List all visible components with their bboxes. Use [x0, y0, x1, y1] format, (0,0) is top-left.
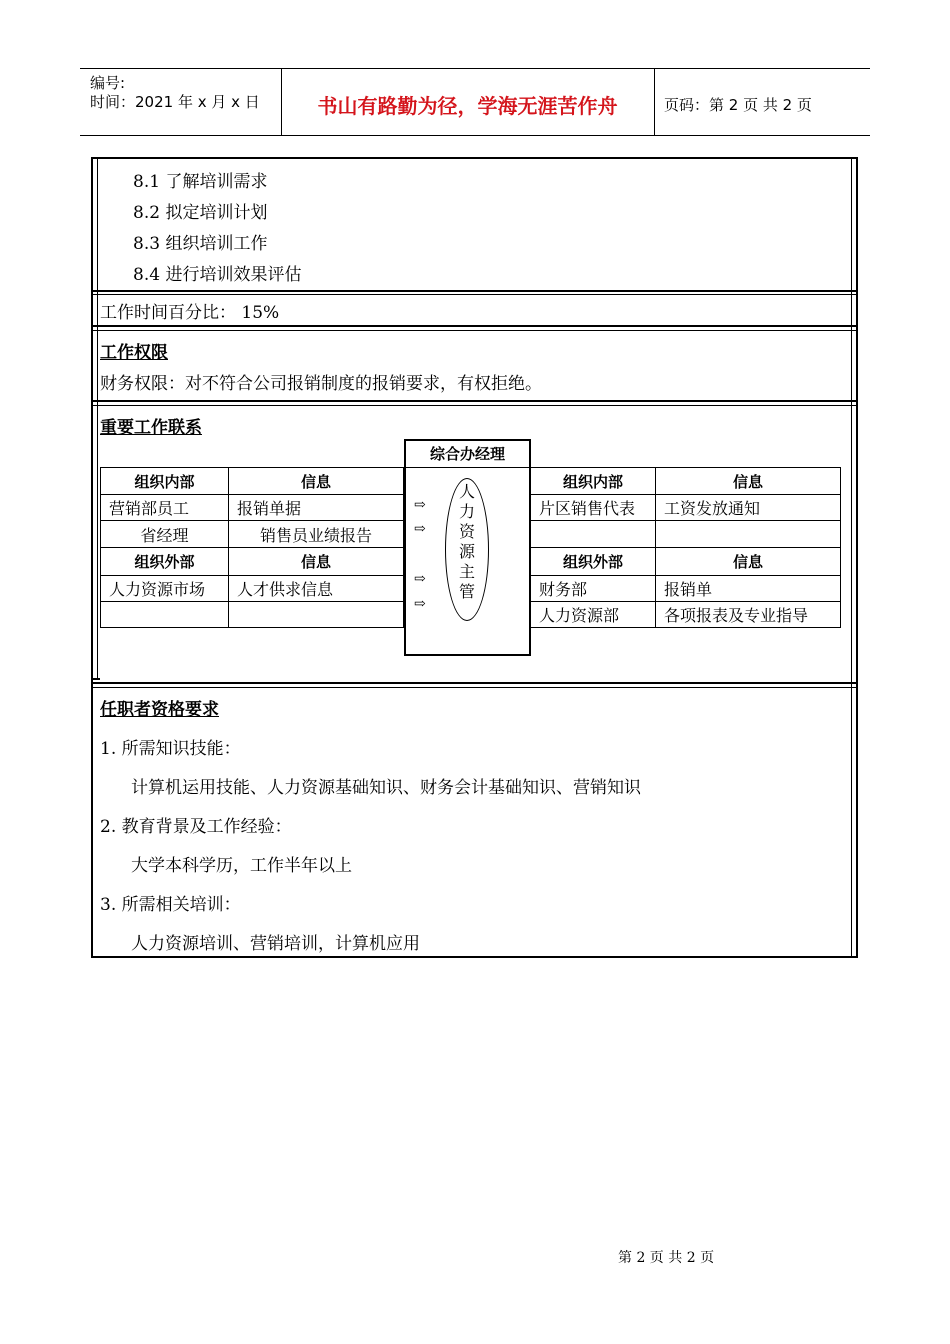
table-cell: 人才供求信息 — [228, 575, 404, 602]
table-cell — [100, 601, 229, 628]
time-percent: 工作时间百分比： 15% — [100, 303, 280, 323]
right-external-header-info: 信息 — [655, 547, 841, 576]
table-cell — [655, 520, 841, 548]
section-divider — [93, 290, 856, 292]
frame-inner-right — [851, 157, 852, 958]
duty-item: 8.2 拟定培训计划 — [133, 203, 268, 223]
header-top-rule — [80, 68, 870, 69]
center-title: 综合办经理 — [406, 440, 529, 468]
header-divider-left — [281, 68, 282, 135]
right-internal-header-info: 信息 — [655, 467, 841, 495]
section-divider — [93, 400, 856, 402]
right-external-header-org: 组织外部 — [530, 547, 656, 576]
frame-mark — [93, 678, 100, 680]
section-divider — [93, 682, 856, 684]
left-internal-header-info: 信息 — [228, 467, 404, 495]
left-internal-header-org: 组织内部 — [100, 467, 229, 495]
section-divider — [93, 687, 856, 688]
right-internal-header-org: 组织内部 — [530, 467, 656, 495]
duty-item: 8.3 组织培训工作 — [133, 234, 268, 254]
qualification-label: 2. 教育背景及工作经验： — [100, 817, 292, 837]
table-cell: 销售员业绩报告 — [228, 520, 404, 548]
qualification-detail: 大学本科学历，工作半年以上 — [131, 856, 352, 876]
header-motto: 书山有路勤为径，学海无涯苦作舟 — [317, 94, 618, 118]
header-divider-right — [654, 68, 655, 135]
relations-title: 重要工作联系 — [100, 418, 202, 438]
table-cell: 省经理 — [100, 520, 229, 548]
center-role: 人 力 资 源 主 管 — [458, 482, 475, 601]
arrow-right-icon: ⇨ — [414, 521, 426, 537]
header-bottom-rule — [80, 135, 870, 136]
section-divider — [93, 405, 856, 406]
table-cell: 工资发放通知 — [655, 494, 841, 521]
header-number: 编号: — [90, 74, 126, 92]
authority-title: 工作权限 — [100, 343, 168, 363]
header-time: 时间：2021 年 x 月 x 日 — [90, 93, 260, 111]
table-cell — [530, 520, 656, 548]
table-cell: 报销单 — [655, 575, 841, 602]
qualifications-title: 任职者资格要求 — [100, 700, 219, 720]
frame-corner-mark: - — [91, 153, 95, 164]
table-cell — [228, 601, 404, 628]
table-cell: 片区销售代表 — [530, 494, 656, 521]
duty-item: 8.1 了解培训需求 — [133, 172, 268, 192]
left-external-header-org: 组织外部 — [100, 547, 229, 576]
table-cell: 报销单据 — [228, 494, 404, 521]
authority-text: 财务权限：对不符合公司报销制度的报销要求，有权拒绝。 — [100, 374, 542, 394]
footer-page: 第 2 页 共 2 页 — [618, 1250, 715, 1266]
table-cell: 营销部员工 — [100, 494, 229, 521]
header-page: 页码：第 2 页 共 2 页 — [664, 96, 812, 114]
qualification-label: 1. 所需知识技能： — [100, 739, 241, 759]
table-cell: 财务部 — [530, 575, 656, 602]
qualification-detail: 人力资源培训、营销培训，计算机应用 — [131, 934, 420, 954]
duty-item: 8.4 进行培训效果评估 — [133, 265, 302, 285]
left-external-header-info: 信息 — [228, 547, 404, 576]
table-cell: 人力资源市场 — [100, 575, 229, 602]
table-cell: 各项报表及专业指导 — [655, 601, 841, 628]
arrow-right-icon: ⇨ — [414, 497, 426, 513]
section-divider — [93, 325, 856, 327]
frame-inner-left — [97, 157, 98, 680]
table-cell: 人力资源部 — [530, 601, 656, 628]
arrow-right-icon: ⇨ — [414, 596, 426, 612]
qualification-detail: 计算机运用技能、人力资源基础知识、财务会计基础知识、营销知识 — [131, 778, 641, 798]
qualification-label: 3. 所需相关培训： — [100, 895, 241, 915]
section-divider — [93, 294, 856, 295]
arrow-right-icon: ⇨ — [414, 571, 426, 587]
section-divider — [93, 330, 856, 331]
